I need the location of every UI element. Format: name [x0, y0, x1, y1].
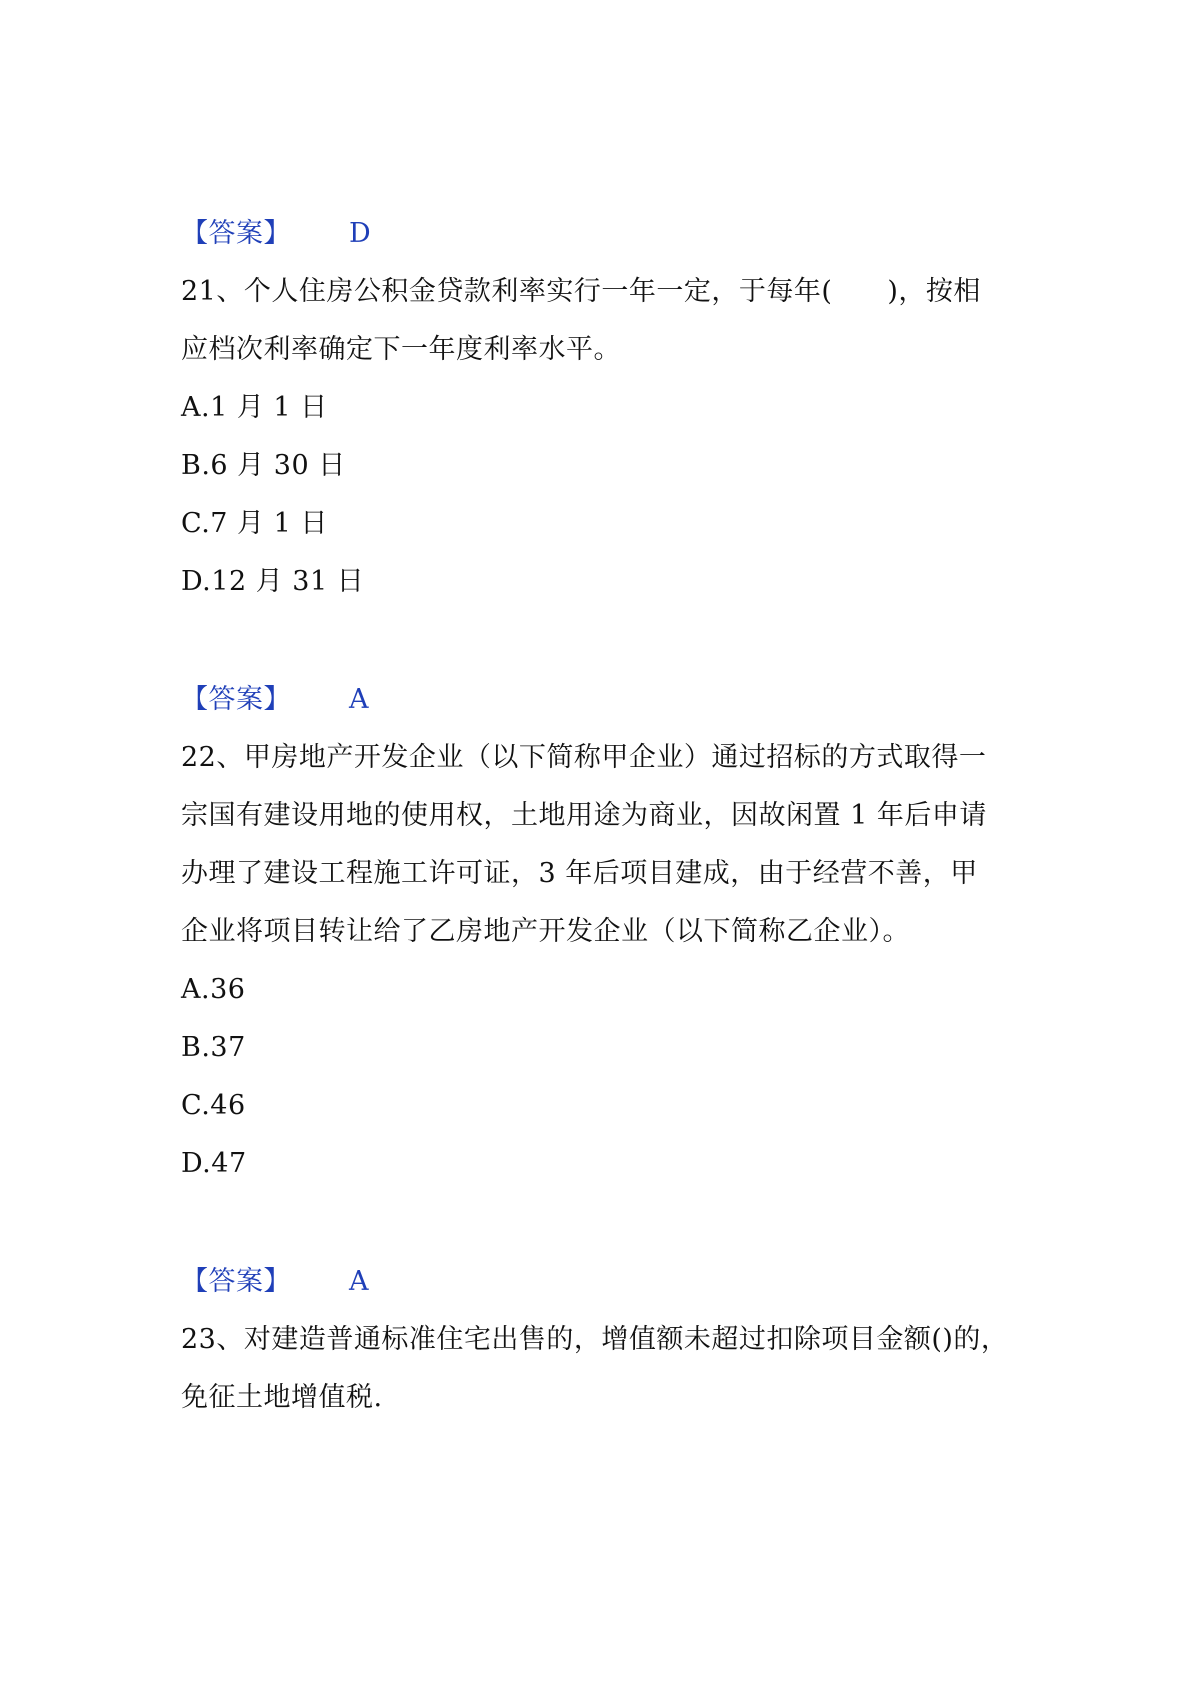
question-22-line-2: 宗国有建设用地的使用权，土地用途为商业，因故闲置 1 年后申请 [181, 800, 987, 831]
answer-label: 【答案】 [181, 684, 291, 715]
answer-value: A [349, 1266, 369, 1297]
question-21-option-a: A.1 月 1 日 [181, 392, 328, 423]
question-21-option-c: C.7 月 1 日 [181, 508, 328, 539]
answer-line-21 [181, 682, 369, 718]
question-22-option-a: A.36 [181, 974, 246, 1005]
question-21-line-2: 应档次利率确定下一年度利率水平。 [181, 334, 621, 365]
answer-line-20 [181, 216, 371, 252]
answer-label: 【答案】 [181, 218, 291, 249]
question-22-option-b: B.37 [181, 1032, 246, 1063]
question-23-line-2: 免征土地增值税. [181, 1382, 383, 1413]
answer-label: 【答案】 [181, 1266, 291, 1297]
question-22-line-1: 22、甲房地产开发企业（以下简称甲企业）通过招标的方式取得一 [181, 742, 987, 773]
answer-value: A [349, 684, 369, 715]
question-22-option-d: D.47 [181, 1148, 247, 1179]
question-23-line-1: 23、对建造普通标准住宅出售的，增值额未超过扣除项目金额()的， [181, 1324, 1009, 1355]
question-22-line-4: 企业将项目转让给了乙房地产开发企业（以下简称乙企业）。 [181, 916, 910, 947]
question-21-option-b: B.6 月 30 日 [181, 450, 346, 481]
answer-line-22 [181, 1264, 369, 1300]
question-21-option-d: D.12 月 31 日 [181, 566, 365, 597]
question-22-line-3: 办理了建设工程施工许可证，3 年后项目建成，由于经营不善，甲 [181, 858, 978, 889]
answer-value: D [349, 218, 372, 249]
question-22-option-c: C.46 [181, 1090, 246, 1121]
question-21-line-1: 21、个人住房公积金贷款利率实行一年一定，于每年( )，按相 [181, 276, 981, 307]
